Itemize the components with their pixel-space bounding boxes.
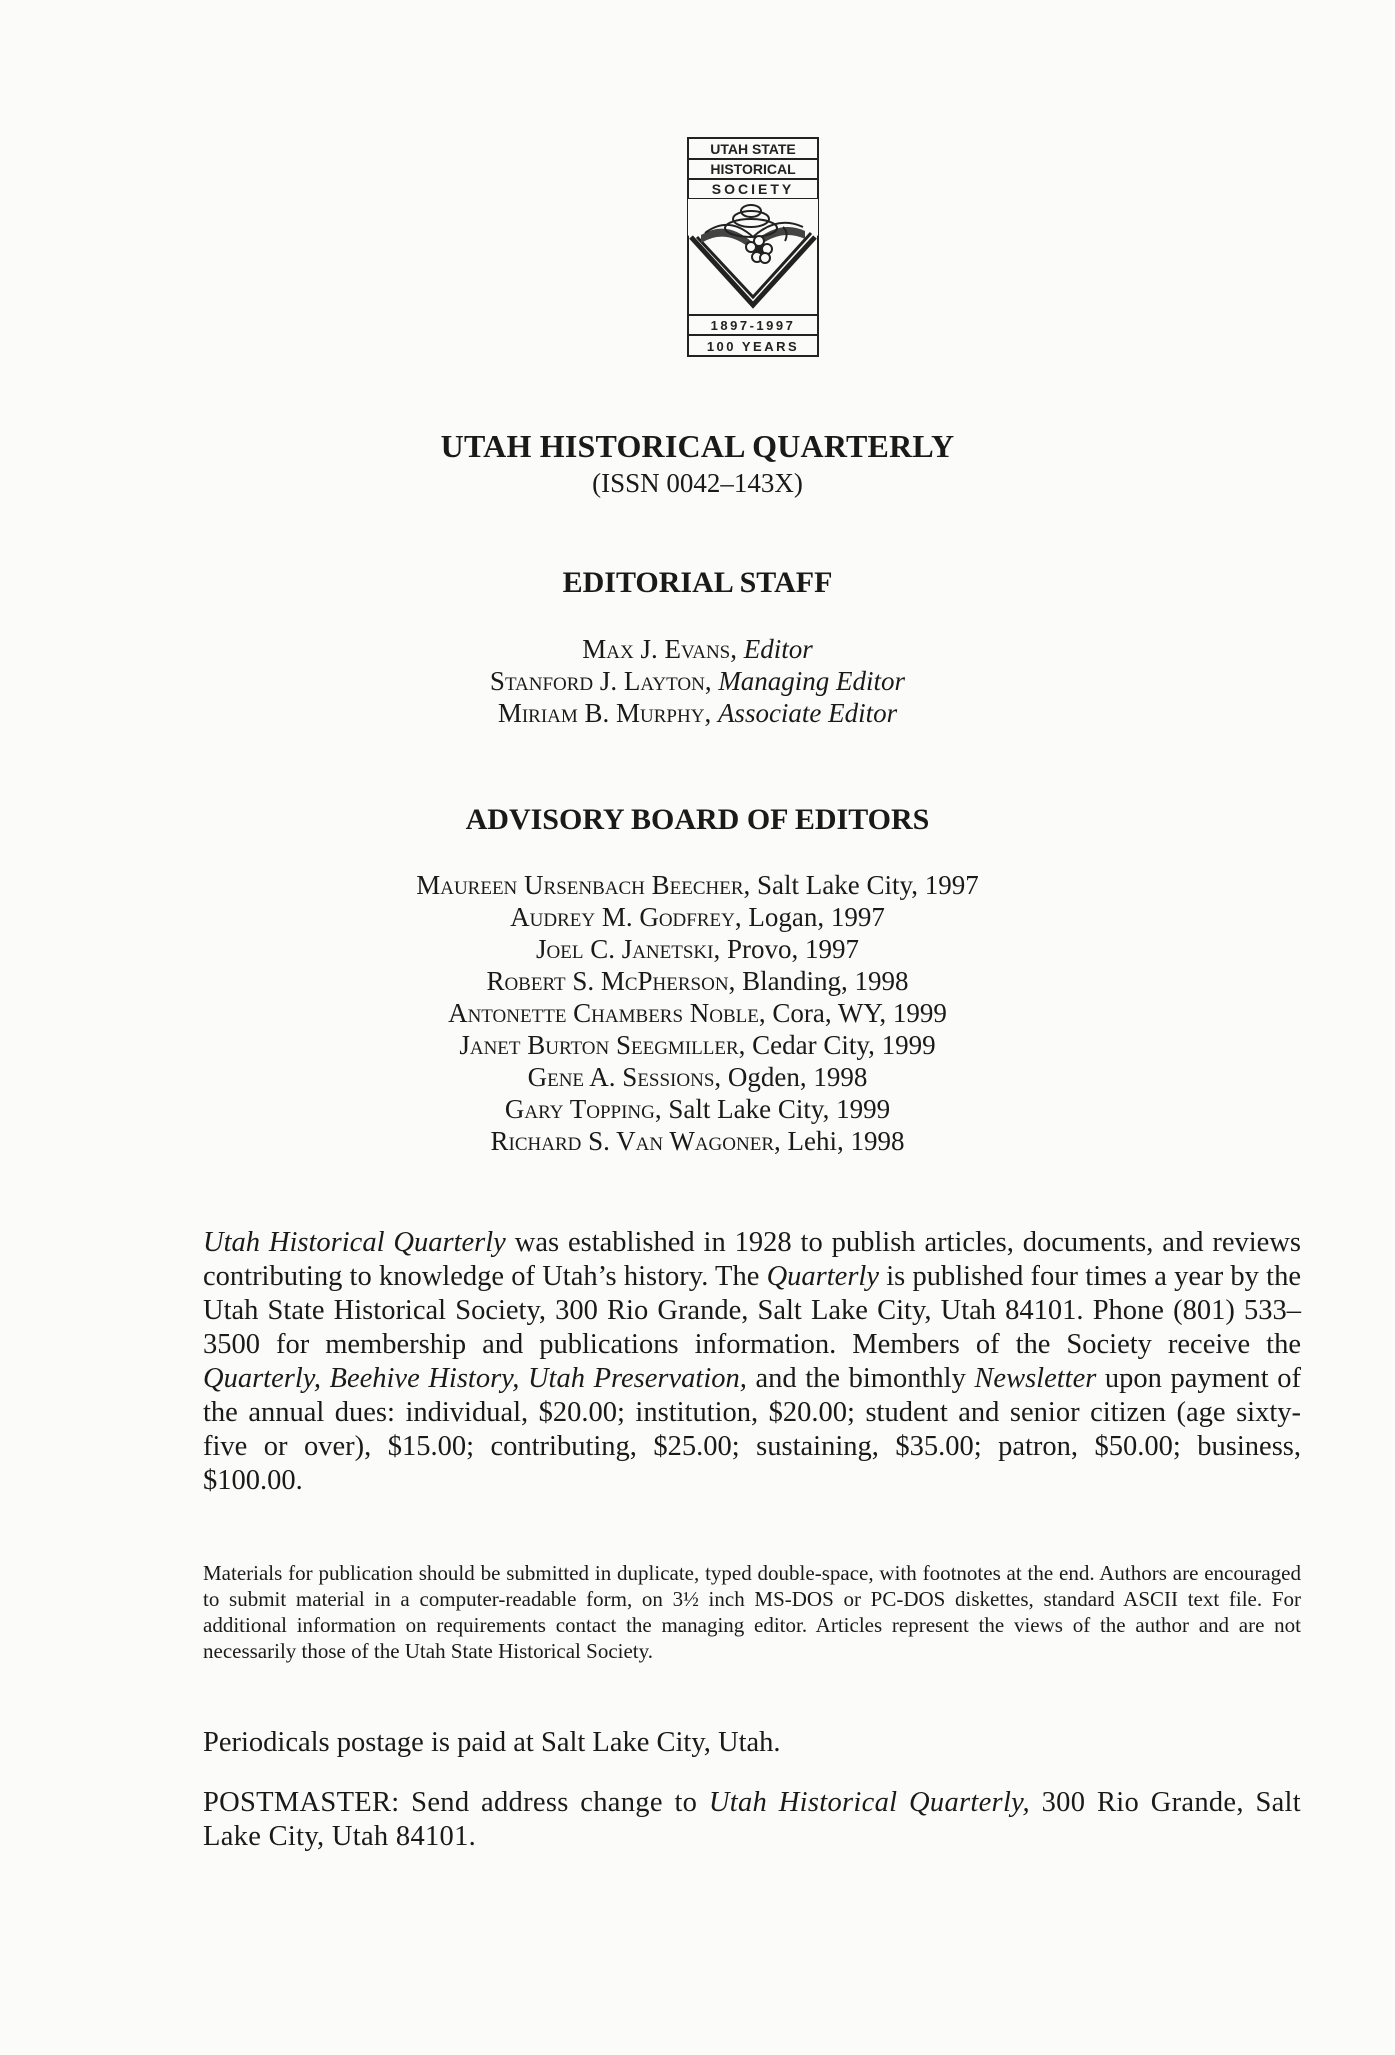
logo-centennial: 100 YEARS xyxy=(706,339,800,354)
board-member: Antonette Chambers Noble, Cora, WY, 1999 xyxy=(448,998,947,1028)
logo-line-1: UTAH STATE xyxy=(710,141,796,157)
board-member: Audrey M. Godfrey, Logan, 1997 xyxy=(510,902,885,932)
board-member: Richard S. Van Wagoner, Lehi, 1998 xyxy=(490,1126,905,1156)
board-member: Joel C. Janetski, Provo, 1997 xyxy=(536,934,859,964)
editorial-staff-heading: EDITORIAL STAFF xyxy=(562,566,833,599)
staff-member: Stanford J. Layton, Managing Editor xyxy=(489,666,906,696)
submissions-paragraph: Materials for publication should be submitted in duplicate, typed double-space, with footnotes at the end. Authors are encouraged to submit material in a computer-readable form, on 3½ inch MS-DOS or PC-DOS diskettes, standard ASCII text file. For additional information on requirements contact the managing editor. Articles represent the views of the author and are not necessarily those of the Utah State Historical Society. xyxy=(203,1561,1301,1663)
board-member: Robert S. McPherson, Blanding, 1998 xyxy=(486,966,909,996)
about-paragraph: Utah Historical Quarterly was established in 1928 to publish articles, documents, and reviews contributing to knowledge of Utah’s history. The Quarterly is published four times a year by the Utah State Historical Society, 300 Rio Grande, Salt Lake City, Utah 84101. Phone (801) 533–3500 for membership and publications information. Members of the Society receive the Quarterly, Beehive History, Utah Preservation, and the bimonthly Newsletter upon payment of the annual dues: individual, $20.00; institution, $20.00; student and senior citizen (age sixty-five or over), $15.00; contributing, $25.00; sustaining, $35.00; patron, $50.00; business, $100.00. xyxy=(203,1227,1302,1496)
board-member: Maureen Ursenbach Beecher, Salt Lake City, 1997 xyxy=(416,870,979,900)
logo-years: 1897-1997 xyxy=(710,318,796,333)
board-member: Gene A. Sessions, Ogden, 1998 xyxy=(527,1062,868,1092)
advisory-board-list xyxy=(0,869,1395,1157)
staff-member: Max J. Evans, Editor xyxy=(582,634,813,664)
logo-line-2: HISTORICAL xyxy=(710,161,796,177)
postage-notice: Periodicals postage is paid at Salt Lake City, Utah. xyxy=(203,1727,781,1758)
staff-member: Miriam B. Murphy, Associate Editor xyxy=(497,698,898,728)
postmaster-notice: POSTMASTER: Send address change to Utah Historical Quarterly, 300 Rio Grande, Salt Lake City, Utah 84101. xyxy=(203,1787,1301,1852)
logo-line-3: SOCIETY xyxy=(711,181,795,197)
board-member: Janet Burton Seegmiller, Cedar City, 1999 xyxy=(459,1030,936,1060)
journal-title: UTAH HISTORICAL QUARTERLY xyxy=(440,428,955,464)
board-member: Gary Topping, Salt Lake City, 1999 xyxy=(504,1094,891,1124)
society-logo xyxy=(687,137,819,357)
issn: (ISSN 0042–143X) xyxy=(592,468,803,498)
editorial-staff-list xyxy=(0,633,1395,729)
advisory-board-heading: ADVISORY BOARD OF EDITORS xyxy=(465,803,930,836)
